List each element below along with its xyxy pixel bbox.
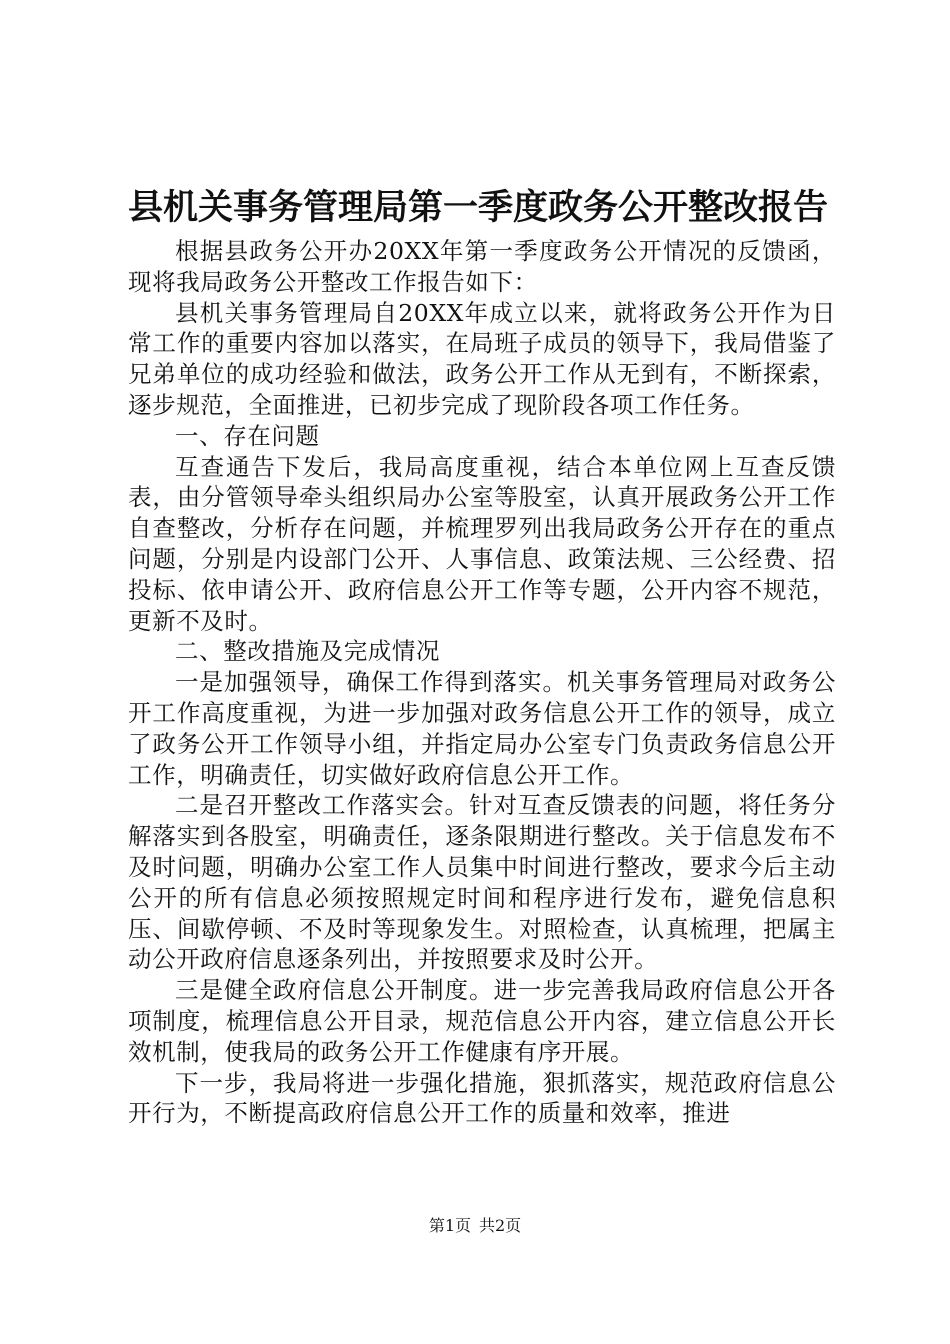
page-footer <box>0 1215 950 1237</box>
paragraph-next-steps: 下一步，我局将进一步强化措施，狠抓落实，规范政府信息公开行为，不断提高政府信息公开工作的质量和效率，推进 <box>128 1068 836 1128</box>
paragraph-problems: 互查通告下发后，我局高度重视，结合本单位网上互查反馈表，由分管领导牵头组织局办公室等股室，认真开展政务公开工作自查整改，分析存在问题，并梳理罗列出我局政务公开存在的重点问题，分别是内设部门公开、人事信息、政策法规、三公经费、招投标、依申请公开、政府信息公开工作等专题，公开内容不规范，更新不及时。 <box>128 452 836 635</box>
page-number: 第1页 <box>428 1216 471 1235</box>
paragraph-measure-two: 二是召开整改工作落实会。针对互查反馈表的问题，将任务分解落实到各股室，明确责任，逐条限期进行整改。关于信息发布不及时问题，明确办公室工作人员集中时间进行整改，要求今后主动公开的所有信息必须按照规定时间和程序进行发布，避免信息积压、间歇停顿、不及时等现象发生。对照检查，认真梳理，把属主动公开政府信息逐条列出，并按照要求及时公开。 <box>128 791 836 974</box>
section-heading-problems: 一、存在问题 <box>175 421 320 450</box>
paragraph-background: 县机关事务管理局自20XX年成立以来，就将政务公开作为日常工作的重要内容加以落实，在局班子成员的领导下，我局借鉴了兄弟单位的成功经验和做法，政务公开工作从无到有，不断探索，逐步规范，全面推进，已初步完成了现阶段各项工作任务。 <box>128 298 836 419</box>
section-heading-measures: 二、整改措施及完成情况 <box>175 637 441 666</box>
document-title: 县机关事务管理局第一季度政务公开整改报告 <box>128 187 829 228</box>
paragraph-measure-three: 三是健全政府信息公开制度。进一步完善我局政府信息公开各项制度，梳理信息公开目录，规范信息公开内容，建立信息公开长效机制，使我局的政务公开工作健康有序开展。 <box>128 976 836 1066</box>
page-total: 共2页 <box>479 1216 522 1235</box>
paragraph-measure-one: 一是加强领导，确保工作得到落实。机关事务管理局对政务公开工作高度重视，为进一步加强对政务信息公开工作的领导，成立了政务公开工作领导小组，并指定局办公室专门负责政务信息公开工作，明确责任，切实做好政府信息公开工作。 <box>128 668 836 789</box>
paragraph-intro: 根据县政务公开办20XX年第一季度政务公开情况的反馈函，现将我局政务公开整改工作报告如下： <box>128 237 836 296</box>
document-body <box>128 236 836 1129</box>
